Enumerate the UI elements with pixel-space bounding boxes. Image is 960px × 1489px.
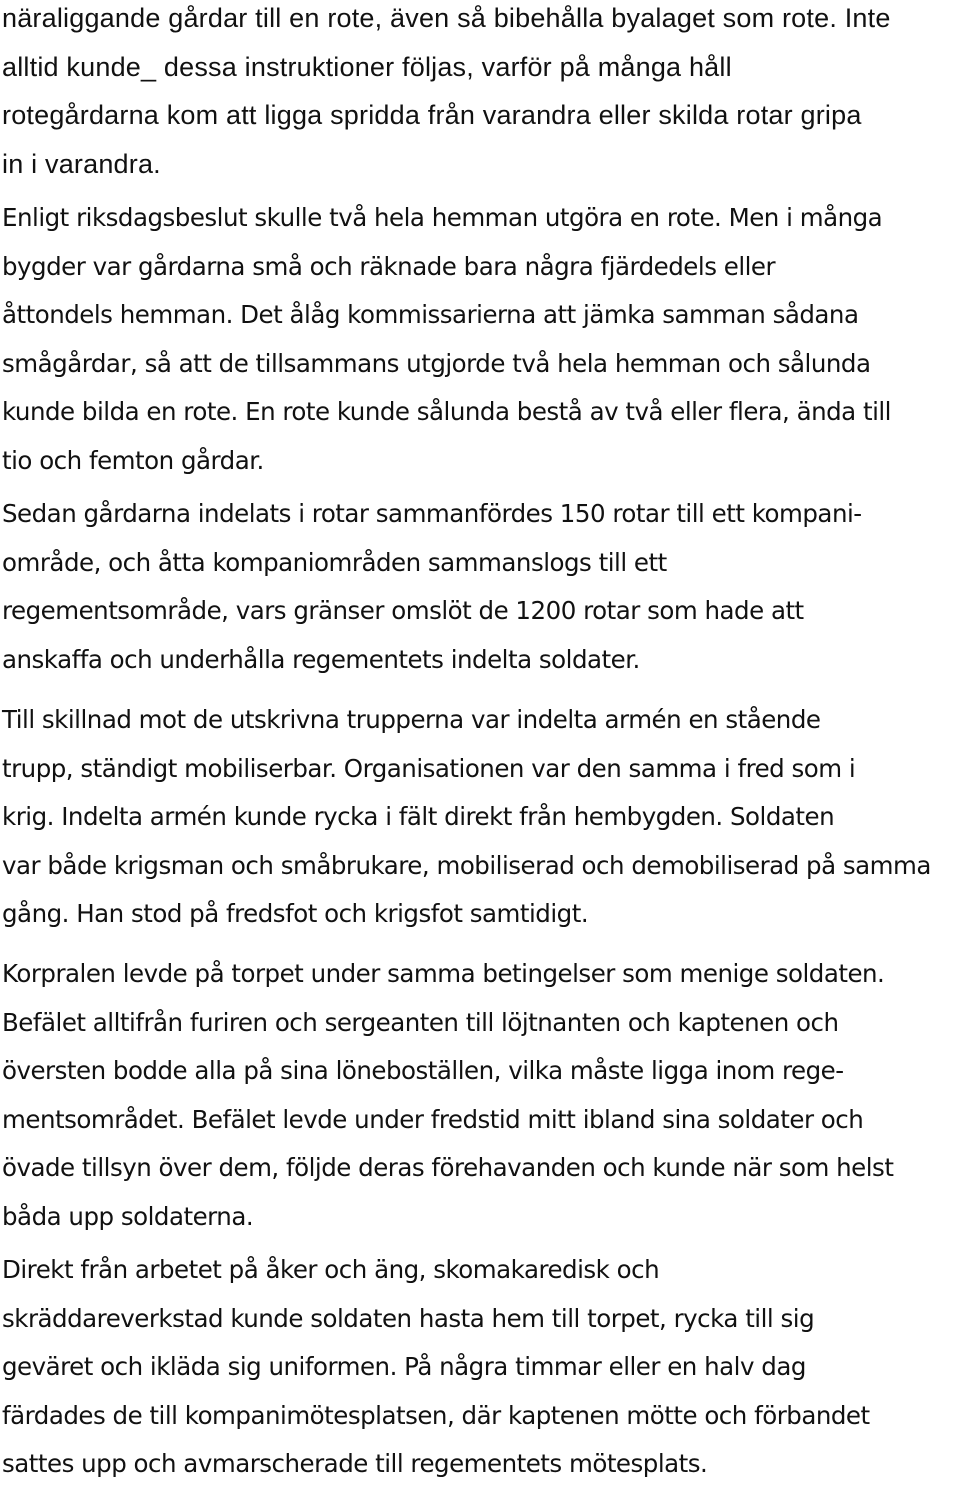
text-line: Till skillnad mot de utskrivna trupperna var indelta armén en stående xyxy=(2,705,821,734)
text-line: tio och femton gårdar. xyxy=(2,445,264,475)
paragraph-kompaniomrade xyxy=(2,490,862,684)
text-line: övade tillsyn över dem, följde deras förehavanden och kunde när som helst xyxy=(2,1153,894,1183)
paragraph-riksdagsbeslut xyxy=(2,194,891,486)
text-line: näraliggande gårdar till en rote, även så bibehålla byalaget som rote. Inte xyxy=(2,3,891,33)
text-line: område, och åtta kompaniområden sammanslogs till ett xyxy=(2,547,667,577)
text-line: Direkt från arbetet på åker och äng, skomakaredisk och xyxy=(2,1255,660,1284)
text-line: översten bodde alla på sina löneboställen, vilka måste ligga inom rege- xyxy=(2,1056,844,1086)
text-line: Befälet alltifrån furiren och sergeanten till löjtnanten och kaptenen och xyxy=(2,1007,839,1037)
text-line: anskaffa och underhålla regementets indelta soldater. xyxy=(2,644,640,674)
text-line: gång. Han stod på fredsfot och krigsfot samtidigt. xyxy=(2,899,589,929)
text-line: geväret och ikläda sig uniformen. På några timmar eller en halv dag xyxy=(2,1352,806,1382)
text-line: trupp, ständigt mobiliserbar. Organisationen var den samma i fred som i xyxy=(2,753,856,783)
text-line: Enligt riksdagsbeslut skulle två hela hemman utgöra en rote. Men i många xyxy=(2,203,883,232)
text-line: krig. Indelta armén kunde rycka i fält direkt från hembygden. Soldaten xyxy=(2,802,835,832)
text-line: rotegårdarna kom att ligga spridda från varandra eller skilda rotar gripa xyxy=(2,100,862,130)
text-line: bygder var gårdarna små och räknade bara några fjärdedels eller xyxy=(2,251,776,281)
paragraph-rotegardar xyxy=(2,0,891,188)
text-line: båda upp soldaterna. xyxy=(2,1201,254,1231)
text-line: smågårdar, så att de tillsammans utgjorde två hela hemman och sålunda xyxy=(2,348,871,378)
text-line: Korpralen levde på torpet under samma betingelser som menige soldaten. xyxy=(2,959,885,988)
text-line: alltid kunde_ dessa instruktioner följas, varför på många håll xyxy=(2,51,732,82)
paragraph-mobilisering xyxy=(2,1246,870,1489)
text-line: färdades de till kompanimötesplatsen, där kaptenen mötte och förbandet xyxy=(2,1400,870,1430)
text-line: mentsområdet. Befälet levde under fredstid mitt ibland sina soldater och xyxy=(2,1104,864,1134)
text-line: sattes upp och avmarscherade till regementets mötesplats. xyxy=(2,1449,708,1479)
text-line: kunde bilda en rote. En rote kunde sålunda bestå av två eller flera, ända till xyxy=(2,397,891,427)
text-line: in i varandra. xyxy=(2,148,161,179)
text-line: var både krigsman och småbrukare, mobiliserad och demobiliserad på samma xyxy=(2,850,931,880)
paragraph-indelta-armen xyxy=(2,696,931,939)
text-line: regementsområde, vars gränser omslöt de 1200 rotar som hade att xyxy=(2,596,804,626)
text-line: Sedan gårdarna indelats i rotar sammanfördes 150 rotar till ett kompani- xyxy=(2,499,862,528)
text-line: åttondels hemman. Det ålåg kommissarierna att jämka samman sådana xyxy=(2,300,859,330)
text-line: skräddareverkstad kunde soldaten hasta hem till torpet, rycka till sig xyxy=(2,1303,815,1333)
paragraph-befalet xyxy=(2,950,893,1242)
